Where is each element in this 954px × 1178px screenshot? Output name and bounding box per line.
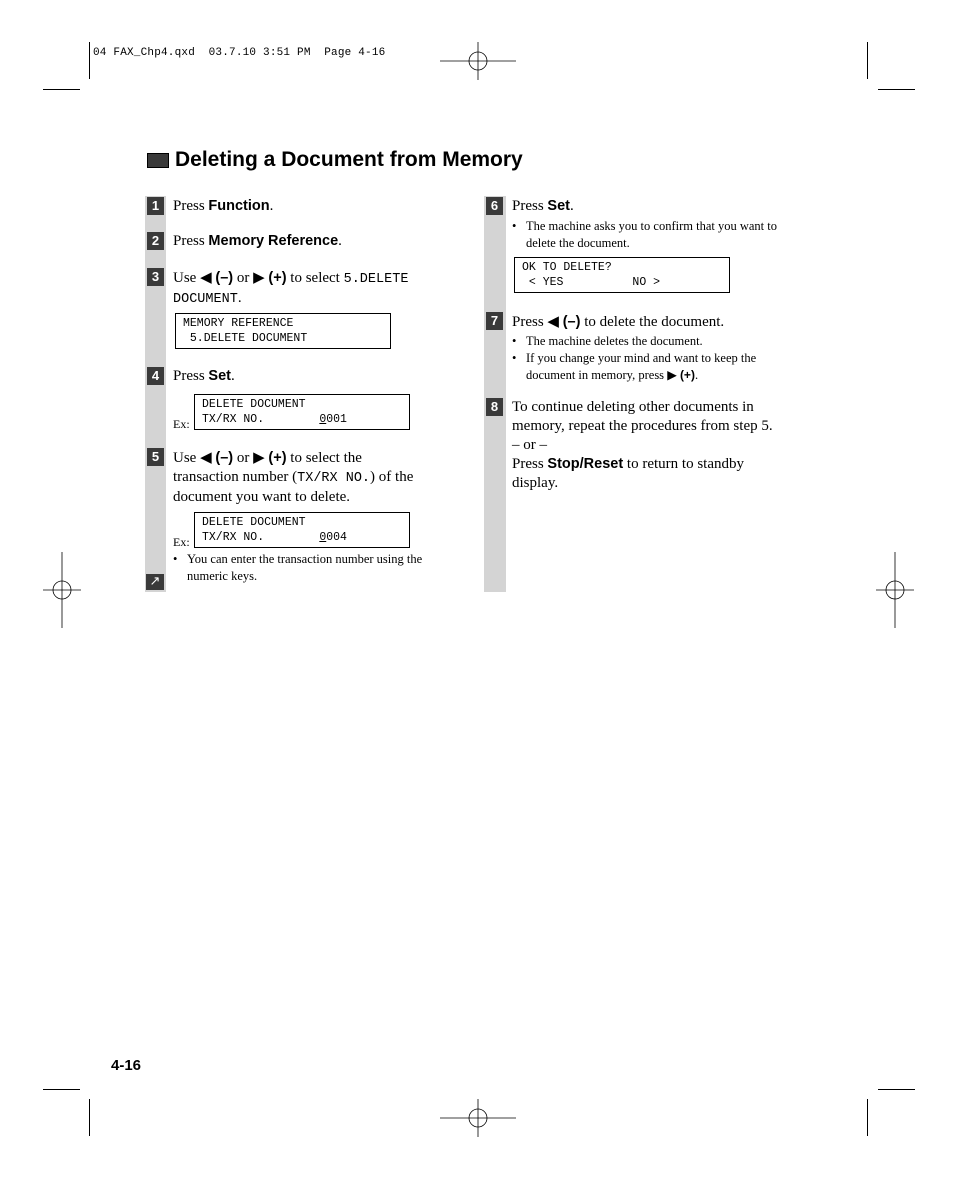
crop-mark [878, 1089, 915, 1090]
step-5-text: Use ◀ (–) or ▶ (+) to select the transaction number (TX/RX NO.) of the document you want to delete. [173, 449, 414, 505]
left-arrow-icon: ◀ [200, 269, 212, 286]
step-7-note-2: • If you change your mind and want to keep the document in memory, press ▶ (+). [512, 351, 757, 382]
step-number-3: 3 [147, 268, 164, 286]
left-step-sidebar [145, 196, 166, 592]
step-4-text: Press Set. [173, 368, 235, 384]
set-key-label: Set [208, 368, 231, 384]
step-7-note-1: • The machine deletes the document. [512, 334, 703, 348]
page-title: Deleting a Document from Memory [175, 148, 523, 171]
lcd-display-memory-reference: MEMORY REFERENCE 5.DELETE DOCUMENT [175, 313, 391, 349]
stop-reset-key-label: Stop/Reset [547, 456, 624, 472]
memory-reference-key-label: Memory Reference [208, 233, 339, 249]
heading-square-icon [147, 153, 169, 168]
function-key-label: Function [208, 198, 270, 214]
crop-mark [43, 89, 80, 90]
crop-mark [867, 1099, 868, 1136]
lcd-display-delete-document: DELETE DOCUMENT TX/RX NO. 0001 [194, 394, 410, 430]
step-8-text: To continue deleting other documents in memory, repeat the procedures from step 5. – or – Press Stop/Reset to return to standby display. [512, 399, 773, 491]
right-arrow-icon: ▶ [253, 449, 265, 466]
step-number-5: 5 [147, 448, 164, 466]
registration-mark-icon [440, 42, 516, 80]
registration-mark-icon [440, 1099, 516, 1137]
step-7-text: Press ◀ (–) to delete the document. [512, 313, 725, 330]
step-3-text: Use ◀ (–) or ▶ (+) to select 5.DELETE DOCUMENT. [173, 269, 409, 307]
continue-arrow-icon: ↗ [146, 574, 164, 590]
step-2-text: Press Memory Reference. [173, 233, 342, 249]
step-number-7: 7 [486, 312, 503, 330]
crop-mark [43, 1089, 80, 1090]
crop-mark [878, 89, 915, 90]
step-6-text: Press Set. [512, 198, 574, 214]
right-arrow-icon: ▶ [667, 368, 677, 382]
step-number-8: 8 [486, 398, 503, 416]
page-number: 4-16 [111, 1057, 142, 1074]
right-arrow-icon: ▶ [253, 269, 265, 286]
step-6-note: • The machine asks you to confirm that you want to delete the document. [512, 219, 777, 250]
left-arrow-icon: ◀ [200, 449, 212, 466]
crop-mark [89, 1099, 90, 1136]
step-number-4: 4 [147, 367, 164, 385]
set-key-label: Set [547, 198, 570, 214]
right-step-sidebar [484, 196, 506, 592]
crop-mark [867, 42, 868, 79]
step-number-2: 2 [147, 232, 164, 250]
print-header-info: 04 FAX_Chp4.qxd 03.7.10 3:51 PM Page 4-16 [93, 47, 386, 59]
example-label: Ex: [173, 535, 190, 549]
step-number-1: 1 [147, 197, 164, 215]
registration-mark-icon [43, 552, 81, 628]
step-number-6: 6 [486, 197, 503, 215]
registration-mark-icon [876, 552, 914, 628]
crop-mark [89, 42, 90, 79]
step-1-text: Press Function. [173, 198, 274, 214]
example-label: Ex: [173, 417, 190, 431]
step-5-note: • You can enter the transaction number using the numeric keys. [173, 552, 423, 583]
lcd-display-transaction-number: DELETE DOCUMENT TX/RX NO. 0004 [194, 512, 410, 548]
section-heading [147, 148, 523, 172]
lcd-display-ok-to-delete: OK TO DELETE? < YES NO > [514, 257, 730, 293]
left-arrow-icon: ◀ [547, 313, 559, 330]
